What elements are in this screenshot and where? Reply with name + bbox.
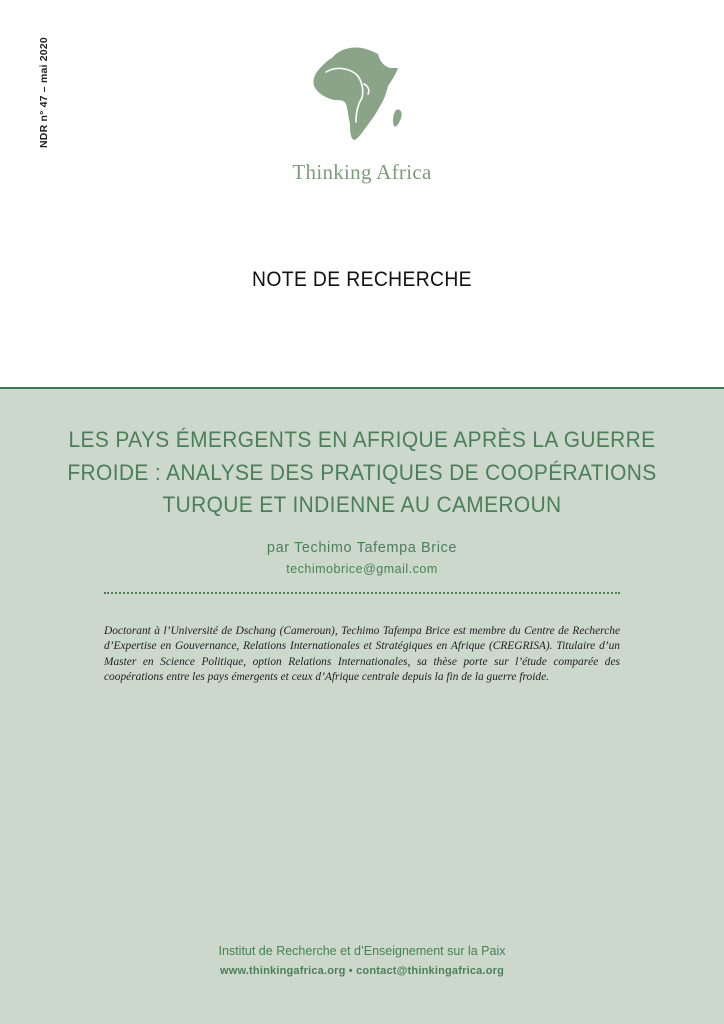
document-type: NOTE DE RECHERCHE xyxy=(252,268,472,291)
title-line-1: LES PAYS ÉMERGENTS EN AFRIQUE APRÈS LA GUERRE xyxy=(68,427,656,452)
author-name: par Techimo Tafempa Brice xyxy=(266,540,458,556)
africa-shape xyxy=(313,47,398,140)
institute-name: Institut de Recherche et d’Enseignement sur la Paix xyxy=(218,944,506,958)
brand-name: Thinking Africa xyxy=(292,160,432,184)
footer-links[interactable]: www.thinkingafrica.org • contact@thinkingafrica.org xyxy=(219,965,505,977)
article-title xyxy=(40,424,684,522)
issue-label: NDR n° 47 – mai 2020 xyxy=(38,37,50,148)
africa-map-icon xyxy=(300,38,420,148)
author-bio: Doctorant à l’Université de Dschang (Cameroun), Techimo Tafempa Brice est membre du Centre de Recherche d’Expertise en Gouvernance, Relations Internationales et Stratégiques en Afrique (CREGRISA). Titulaire d’un Master en Science Politique, option Relations Internationales, sa thèse porte sur l’étude comparée des coopérations entre les pays émergents et ceux d’Afrique centrale depuis la fin de la guerre froide. xyxy=(104,625,620,683)
title-line-2: FROIDE : ANALYSE DES PRATIQUES DE COOPÉRATIONS xyxy=(67,459,657,485)
author-email[interactable]: techimobrice@gmail.com xyxy=(286,562,438,576)
title-line-3: TURQUE ET INDIENNE AU CAMEROUN xyxy=(162,492,562,517)
dotted-divider xyxy=(104,592,620,594)
madagascar-shape xyxy=(393,109,402,126)
